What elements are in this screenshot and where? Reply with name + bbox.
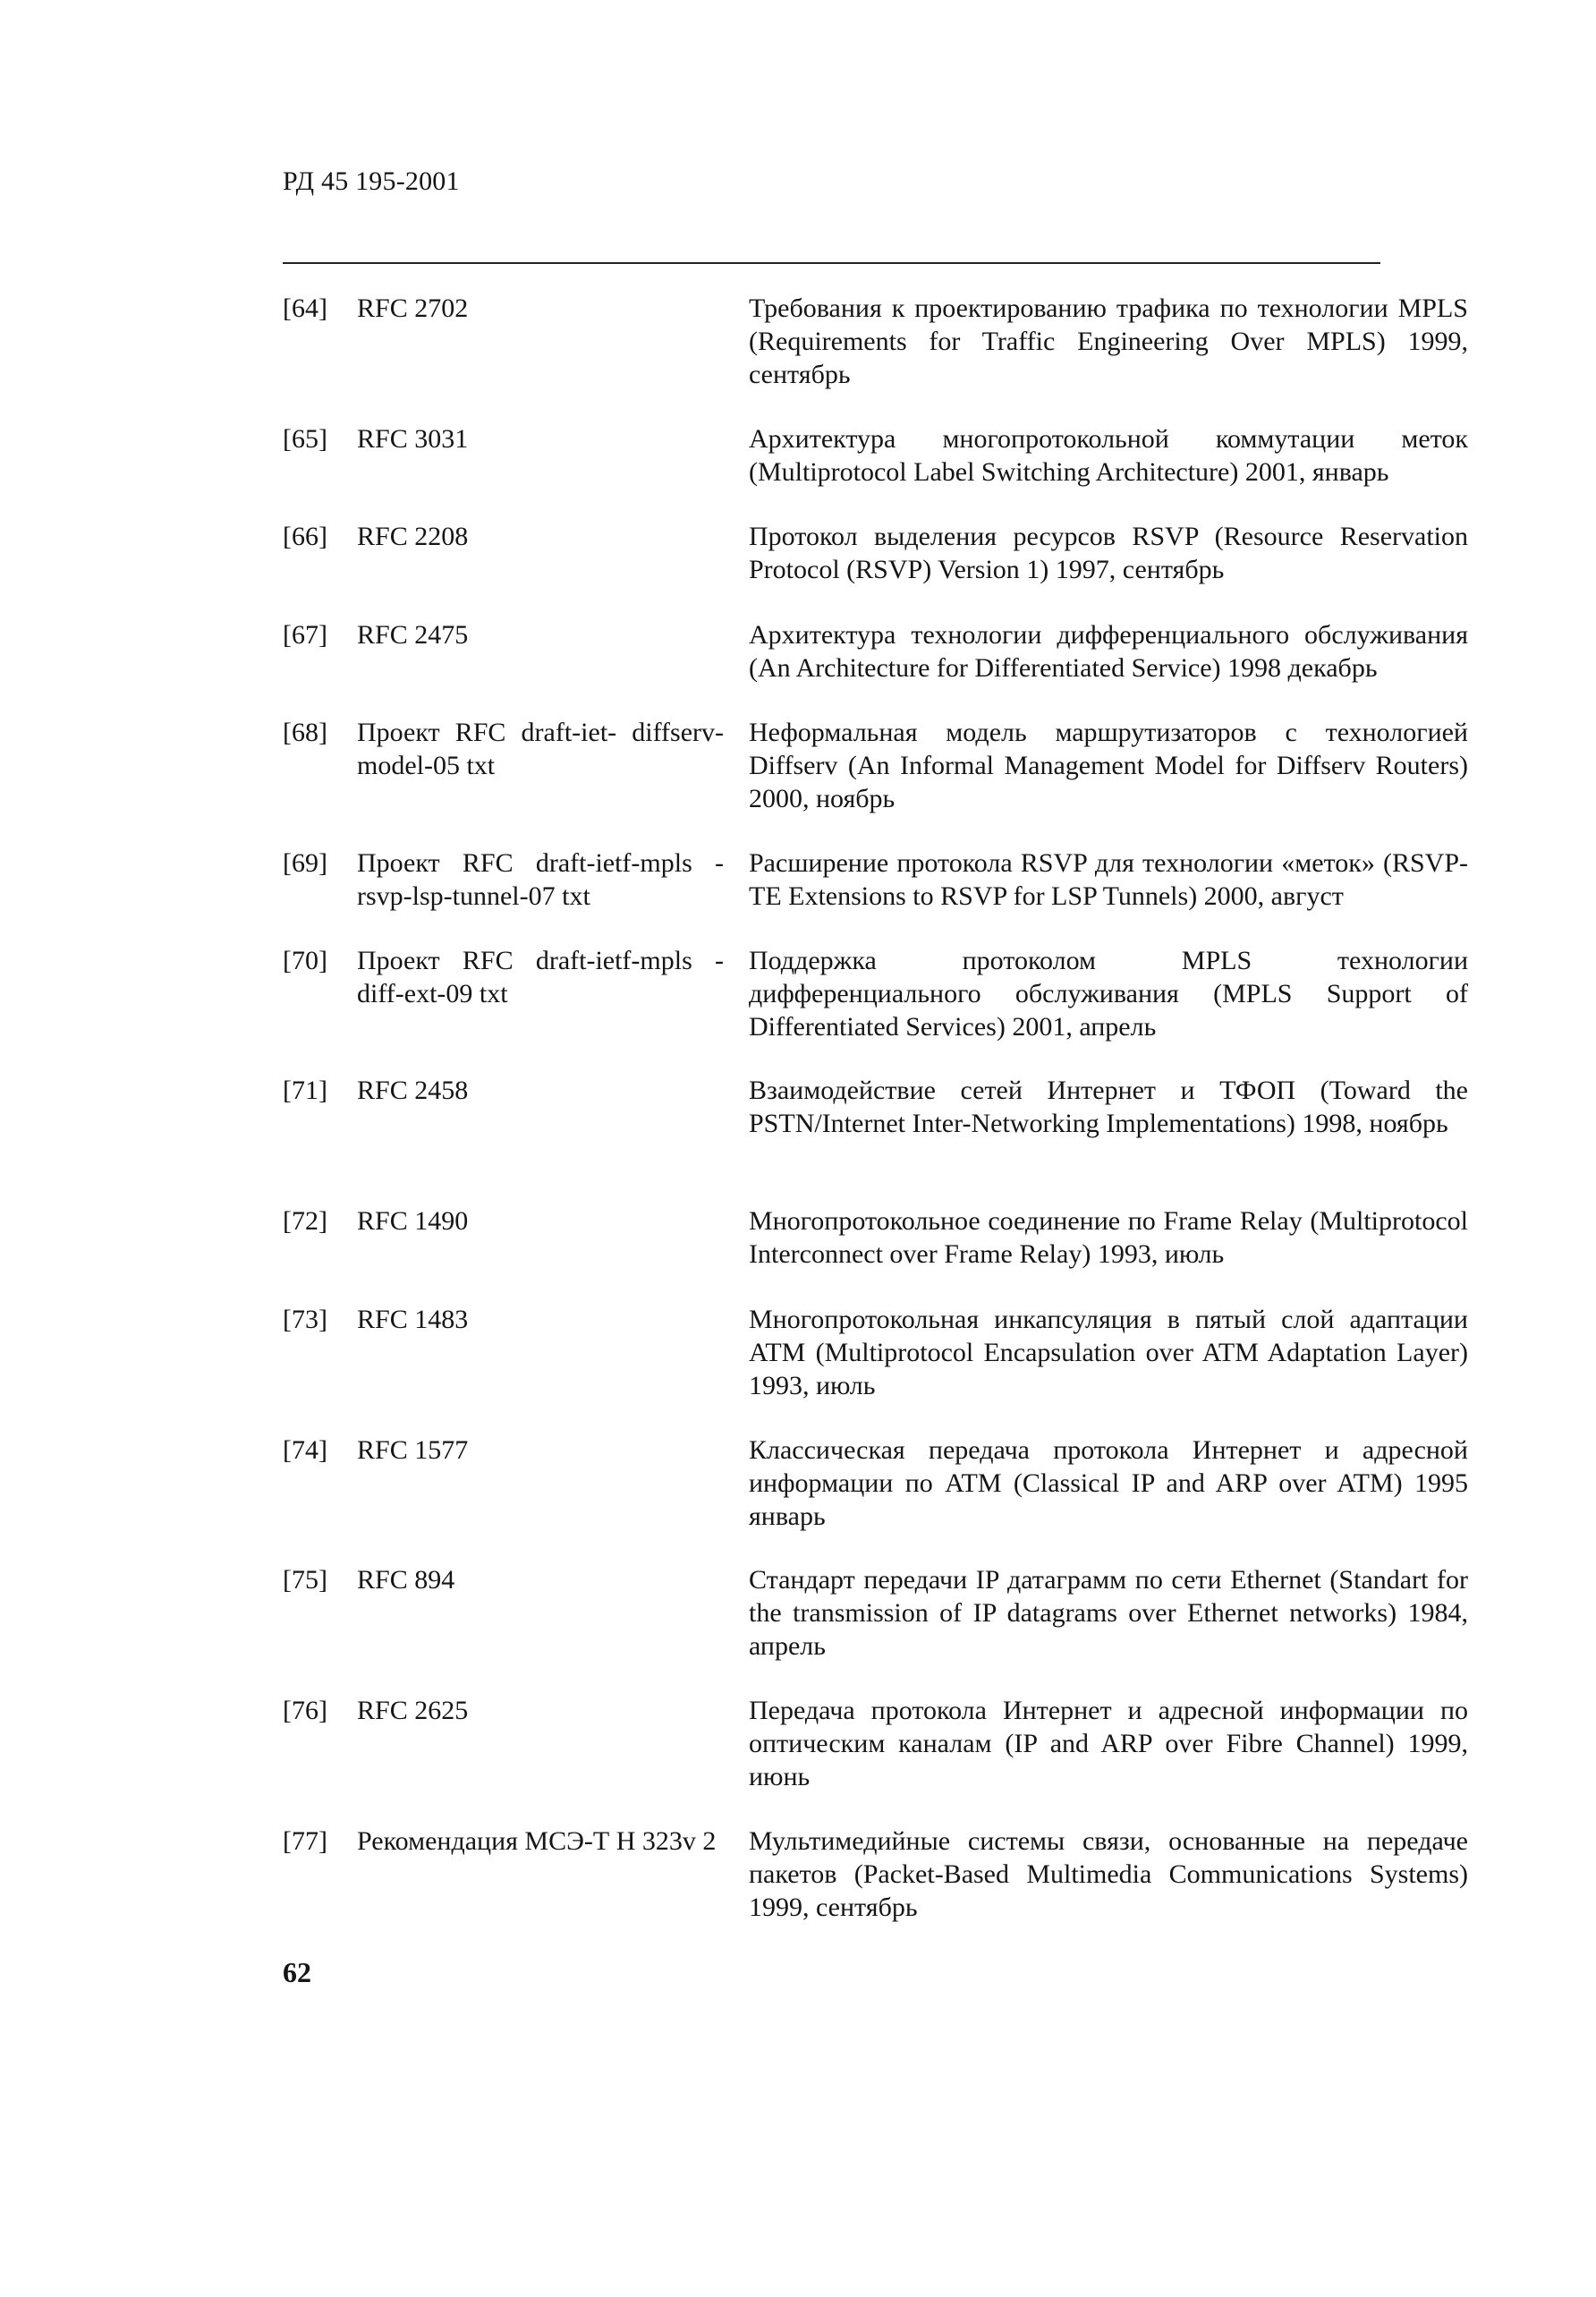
reference-source: Проект RFC draft-iet- diffserv-model-05 txt [357, 718, 724, 780]
reference-description: Многопротокольное соединение по Frame Relay (Multiprotocol Interconnect over Frame Relay) 1993, июль [749, 1206, 1468, 1269]
reference-source: RFC 1577 [357, 1435, 469, 1465]
reference-source: RFC 1483 [357, 1305, 469, 1334]
reference-number: [68] [283, 718, 327, 747]
header-divider [283, 262, 1380, 264]
reference-description: Многопротокольная инкапсуляция в пятый слой адаптации ATM (Multiprotocol Encapsulation over ATM Adaptation Layer) 1993, июль [749, 1305, 1468, 1400]
reference-description: Архитектура многопротокольной коммутации меток (Multiprotocol Label Switching Architecture) 2001, январь [749, 424, 1468, 487]
reference-source: RFC 3031 [357, 424, 469, 454]
reference-number: [76] [283, 1696, 327, 1725]
reference-source: RFC 2208 [357, 522, 469, 551]
reference-number: [65] [283, 424, 327, 454]
reference-description: Протокол выделения ресурсов RSVP (Resource Reservation Protocol (RSVP) Version 1) 1997, сентябрь [749, 522, 1468, 584]
page-number: 62 [283, 1956, 311, 1988]
reference-number: [75] [283, 1565, 327, 1595]
reference-description: Стандарт передачи IP датаграмм по сети Ethernet (Standart for the transmission of IP datagrams over Ethernet networks) 1984, апрель [749, 1565, 1468, 1661]
reference-number: [72] [283, 1206, 327, 1236]
reference-source: Проект RFC draft-ietf-mpls - diff-ext-09 txt [357, 946, 724, 1008]
reference-number: [74] [283, 1435, 327, 1465]
reference-source: Рекомендация МСЭ-Т H 323v 2 [357, 1826, 717, 1856]
reference-description: Расширение протокола RSVP для технологии «меток» (RSVP-TE Extensions to RSVP for LSP Tunnels) 2000, август [749, 848, 1468, 911]
reference-description: Мультимедийные системы связи, основанные на передаче пакетов (Packet-Based Multimedia Communications Systems) 1999, сентябрь [749, 1826, 1468, 1922]
reference-source: RFC 894 [357, 1565, 455, 1595]
reference-number: [77] [283, 1826, 327, 1856]
reference-source: RFC 2702 [357, 294, 469, 323]
reference-source: RFC 2458 [357, 1076, 469, 1105]
reference-description: Взаимодействие сетей Интернет и ТФОП (Toward the PSTN/Internet Inter-Networking Implementations) 1998, ноябрь [749, 1076, 1468, 1138]
reference-description: Неформальная модель маршрутизаторов с технологией Diffserv (An Informal Management Model for Diffserv Routers) 2000, ноябрь [749, 718, 1468, 813]
reference-number: [73] [283, 1305, 327, 1334]
reference-number: [67] [283, 620, 327, 650]
reference-number: [70] [283, 946, 327, 975]
reference-number: [64] [283, 294, 327, 323]
reference-source: RFC 2625 [357, 1696, 469, 1725]
reference-number: [69] [283, 848, 327, 878]
reference-description: Требования к проектированию трафика по технологии MPLS (Requirements for Traffic Engineering Over MPLS) 1999, сентябрь [749, 294, 1468, 389]
reference-description: Передача протокола Интернет и адресной информации по оптическим каналам (IP and ARP over Fibre Channel) 1999, июнь [749, 1696, 1468, 1791]
reference-number: [66] [283, 522, 327, 551]
reference-number: [71] [283, 1076, 327, 1105]
reference-description: Поддержка протоколом MPLS технологии дифференциального обслуживания (MPLS Support of Differentiated Services) 2001, апрель [749, 946, 1468, 1042]
reference-source: RFC 1490 [357, 1206, 469, 1236]
reference-description: Классическая передача протокола Интернет и адресной информации по ATM (Classical IP and ARP over ATM) 1995 январь [749, 1435, 1468, 1531]
reference-source: Проект RFC draft-ietf-mpls - rsvp-lsp-tunnel-07 txt [357, 848, 724, 911]
reference-description: Архитектура технологии дифференциального обслуживания (An Architecture for Differentiated Service) 1998 декабрь [749, 620, 1468, 683]
reference-source: RFC 2475 [357, 620, 469, 650]
page-header: РД 45 195-2001 [283, 166, 460, 196]
